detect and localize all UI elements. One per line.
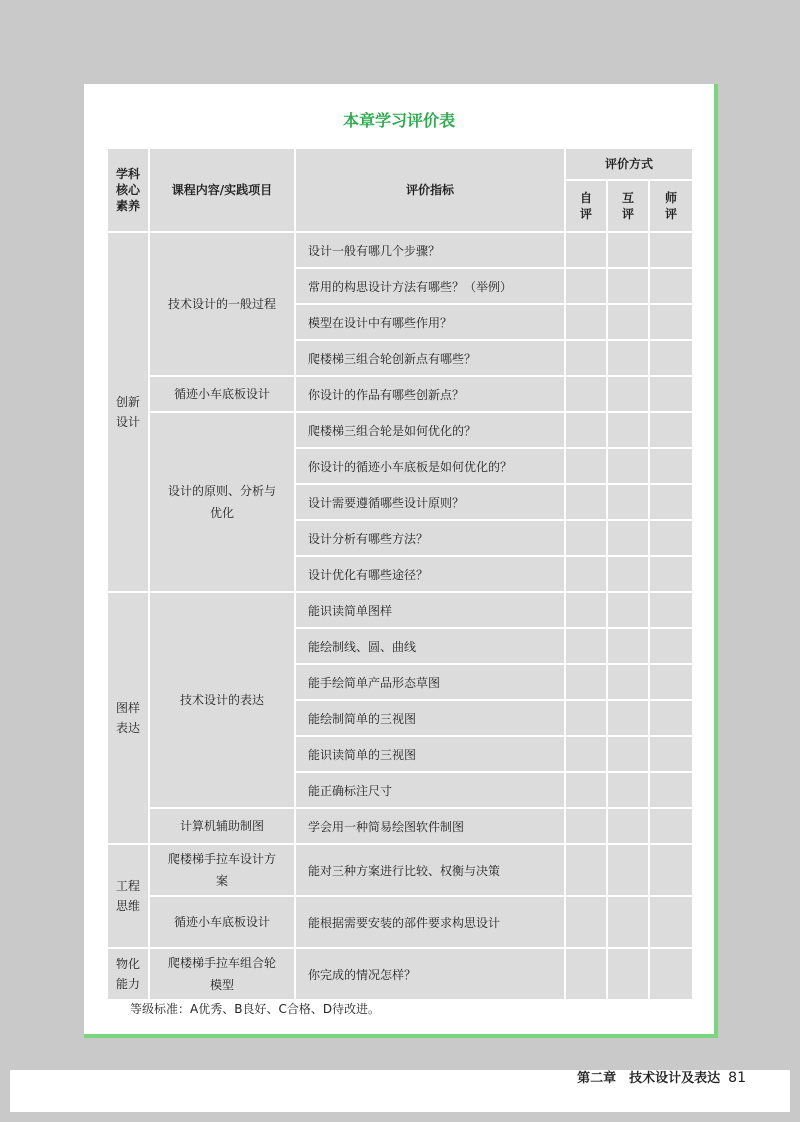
- indicator-cell: 能正确标注尺寸: [295, 772, 565, 808]
- peer-eval-cell[interactable]: [607, 772, 649, 808]
- peer-eval-cell[interactable]: [607, 808, 649, 844]
- self-eval-cell[interactable]: [565, 736, 607, 772]
- indicator-cell: 爬楼梯三组合轮创新点有哪些？: [295, 340, 565, 376]
- peer-eval-cell[interactable]: [607, 896, 649, 948]
- peer-eval-cell[interactable]: [607, 844, 649, 896]
- self-eval-cell[interactable]: [565, 376, 607, 412]
- self-eval-cell[interactable]: [565, 556, 607, 592]
- indicator-cell: 能根据需要安装的部件要求构思设计: [295, 896, 565, 948]
- teacher-eval-cell[interactable]: [649, 808, 693, 844]
- peer-eval-cell[interactable]: [607, 376, 649, 412]
- course-content-cell: 爬楼梯手拉车设计方案: [149, 844, 295, 896]
- self-eval-cell[interactable]: [565, 896, 607, 948]
- teacher-eval-cell[interactable]: [649, 340, 693, 376]
- header-course-content: 课程内容/实践项目: [149, 148, 295, 232]
- self-eval-cell[interactable]: [565, 268, 607, 304]
- peer-eval-cell[interactable]: [607, 628, 649, 664]
- table-row: [107, 808, 693, 844]
- header-indicator: 评价指标: [295, 148, 565, 232]
- course-content-cell: 技术设计的表达: [149, 592, 295, 808]
- indicator-cell: 你设计的循迹小车底板是如何优化的？: [295, 448, 565, 484]
- teacher-eval-cell[interactable]: [649, 772, 693, 808]
- peer-eval-cell[interactable]: [607, 304, 649, 340]
- teacher-eval-cell[interactable]: [649, 948, 693, 1000]
- indicator-cell: 学会用一种简易绘图软件制图: [295, 808, 565, 844]
- peer-eval-cell[interactable]: [607, 448, 649, 484]
- evaluation-table: [106, 147, 694, 1001]
- indicator-cell: 爬楼梯三组合轮是如何优化的？: [295, 412, 565, 448]
- core-literacy-cell: 工程思维: [107, 844, 149, 948]
- course-content-cell: 设计的原则、分析与优化: [149, 412, 295, 592]
- indicator-cell: 设计分析有哪些方法？: [295, 520, 565, 556]
- table-row: [107, 896, 693, 948]
- indicator-cell: 你完成的情况怎样？: [295, 948, 565, 1000]
- core-literacy-cell: 物化能力: [107, 948, 149, 1000]
- indicator-cell: 设计需要遵循哪些设计原则？: [295, 484, 565, 520]
- page-footer: [577, 1067, 746, 1086]
- teacher-eval-cell[interactable]: [649, 736, 693, 772]
- peer-eval-cell[interactable]: [607, 556, 649, 592]
- teacher-eval-cell[interactable]: [649, 304, 693, 340]
- header-eval-method: 评价方式: [565, 148, 693, 180]
- table-row: [107, 412, 693, 448]
- header-peer-eval: 互评: [607, 180, 649, 232]
- grading-note: 等级标准：A优秀、B良好、C合格、D待改进。: [130, 1002, 381, 1016]
- peer-eval-cell[interactable]: [607, 520, 649, 556]
- self-eval-cell[interactable]: [565, 520, 607, 556]
- self-eval-cell[interactable]: [565, 628, 607, 664]
- course-content-cell: 循迹小车底板设计: [149, 376, 295, 412]
- self-eval-cell[interactable]: [565, 664, 607, 700]
- self-eval-cell[interactable]: [565, 232, 607, 268]
- chapter-label: 第二章 技术设计及表达: [577, 1071, 721, 1086]
- page-number: 81: [728, 1070, 746, 1086]
- self-eval-cell[interactable]: [565, 808, 607, 844]
- peer-eval-cell[interactable]: [607, 736, 649, 772]
- peer-eval-cell[interactable]: [607, 592, 649, 628]
- indicator-cell: 常用的构思设计方法有哪些？（举例）: [295, 268, 565, 304]
- indicator-cell: 你设计的作品有哪些创新点？: [295, 376, 565, 412]
- self-eval-cell[interactable]: [565, 340, 607, 376]
- teacher-eval-cell[interactable]: [649, 520, 693, 556]
- self-eval-cell[interactable]: [565, 948, 607, 1000]
- teacher-eval-cell[interactable]: [649, 412, 693, 448]
- peer-eval-cell[interactable]: [607, 340, 649, 376]
- peer-eval-cell[interactable]: [607, 700, 649, 736]
- teacher-eval-cell[interactable]: [649, 268, 693, 304]
- page-card: [84, 84, 718, 1038]
- teacher-eval-cell[interactable]: [649, 664, 693, 700]
- peer-eval-cell[interactable]: [607, 412, 649, 448]
- teacher-eval-cell[interactable]: [649, 556, 693, 592]
- teacher-eval-cell[interactable]: [649, 844, 693, 896]
- self-eval-cell[interactable]: [565, 592, 607, 628]
- teacher-eval-cell[interactable]: [649, 700, 693, 736]
- course-content-cell: 计算机辅助制图: [149, 808, 295, 844]
- peer-eval-cell[interactable]: [607, 268, 649, 304]
- peer-eval-cell[interactable]: [607, 232, 649, 268]
- self-eval-cell[interactable]: [565, 304, 607, 340]
- indicator-cell: 设计优化有哪些途径？: [295, 556, 565, 592]
- peer-eval-cell[interactable]: [607, 664, 649, 700]
- table-title: 本章学习评价表: [342, 111, 455, 130]
- table-row: [107, 376, 693, 412]
- table-row: [107, 844, 693, 896]
- indicator-cell: 能识读简单的三视图: [295, 736, 565, 772]
- teacher-eval-cell[interactable]: [649, 484, 693, 520]
- core-literacy-cell: 创新设计: [107, 232, 149, 592]
- table-row: [107, 592, 693, 628]
- self-eval-cell[interactable]: [565, 844, 607, 896]
- header-teacher-eval: 师评: [649, 180, 693, 232]
- indicator-cell: 能绘制线、圆、曲线: [295, 628, 565, 664]
- teacher-eval-cell[interactable]: [649, 628, 693, 664]
- indicator-cell: 能手绘简单产品形态草图: [295, 664, 565, 700]
- header-core-literacy: 学科核心素养: [107, 148, 149, 232]
- indicator-cell: 设计一般有哪几个步骤？: [295, 232, 565, 268]
- self-eval-cell[interactable]: [565, 412, 607, 448]
- teacher-eval-cell[interactable]: [649, 232, 693, 268]
- table-row: [107, 948, 693, 1000]
- teacher-eval-cell[interactable]: [649, 448, 693, 484]
- table-row: [107, 232, 693, 268]
- self-eval-cell[interactable]: [565, 484, 607, 520]
- indicator-cell: 模型在设计中有哪些作用？: [295, 304, 565, 340]
- teacher-eval-cell[interactable]: [649, 896, 693, 948]
- table-body: [107, 232, 693, 1000]
- peer-eval-cell[interactable]: [607, 484, 649, 520]
- course-content-cell: 爬楼梯手拉车组合轮模型: [149, 948, 295, 1000]
- self-eval-cell[interactable]: [565, 772, 607, 808]
- course-content-cell: 循迹小车底板设计: [149, 896, 295, 948]
- header-self-eval: 自评: [565, 180, 607, 232]
- indicator-cell: 能对三种方案进行比较、权衡与决策: [295, 844, 565, 896]
- teacher-eval-cell[interactable]: [649, 376, 693, 412]
- self-eval-cell[interactable]: [565, 700, 607, 736]
- course-content-cell: 技术设计的一般过程: [149, 232, 295, 376]
- peer-eval-cell[interactable]: [607, 948, 649, 1000]
- indicator-cell: 能绘制简单的三视图: [295, 700, 565, 736]
- core-literacy-cell: 图样表达: [107, 592, 149, 844]
- teacher-eval-cell[interactable]: [649, 592, 693, 628]
- self-eval-cell[interactable]: [565, 448, 607, 484]
- indicator-cell: 能识读简单图样: [295, 592, 565, 628]
